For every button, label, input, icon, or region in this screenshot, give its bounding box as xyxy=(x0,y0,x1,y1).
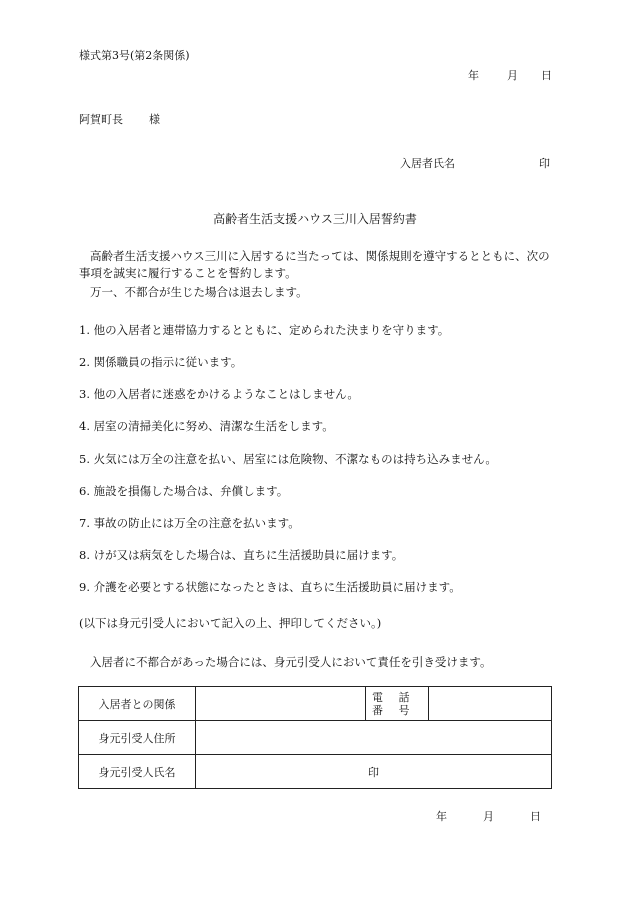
phone-label: 電 話 番 号 xyxy=(366,687,429,721)
list-item: 8. けが又は病気をした場合は、直ちに生活援助員に届けます。 xyxy=(79,548,404,562)
year-label: 年 xyxy=(468,69,479,82)
list-item: 3. 他の入居者に迷惑をかけるようなことはしません。 xyxy=(79,387,359,401)
guarantor-table xyxy=(78,686,552,789)
seal-mark: 印 xyxy=(368,765,379,779)
month-label: 月 xyxy=(483,810,494,823)
list-item: 2. 関係職員の指示に従います。 xyxy=(79,355,243,369)
day-label: 日 xyxy=(530,810,541,823)
form-number: 様式第3号(第2条関係) xyxy=(79,49,190,62)
guarantor-note: (以下は身元引受人において記入の上、押印してください。) xyxy=(79,616,382,630)
list-item: 6. 施設を損傷した場合は、弁償します。 xyxy=(79,484,289,498)
list-item: 9. 介護を必要とする状態になったときは、直ちに生活援助員に届けます。 xyxy=(79,580,461,594)
guarantor-statement: 入居者に不都合があった場合には、身元引受人において責任を引き受けます。 xyxy=(90,655,492,669)
guarantor-name-label: 身元引受人氏名 xyxy=(79,755,196,789)
relation-field[interactable] xyxy=(196,687,366,721)
addressee-name: 阿賀町長 xyxy=(79,113,123,126)
intro-paragraph: 高齢者生活支援ハウス三川に入居するに当たっては、関係規則を遵守するとともに、次の事項を誠実に履行することを誓約します。 xyxy=(79,249,550,280)
seal-mark: 印 xyxy=(539,157,550,170)
list-item: 7. 事故の防止には万全の注意を払います。 xyxy=(79,516,300,530)
document-title: 高齢者生活支援ハウス三川入居誓約書 xyxy=(213,212,417,226)
guarantor-name-field[interactable] xyxy=(196,755,552,789)
intro-paragraph-2: 万一、不都合が生じた場合は退去します。 xyxy=(90,285,308,299)
relation-label: 入居者との関係 xyxy=(79,687,196,721)
year-label: 年 xyxy=(436,810,447,823)
resident-name-label: 入居者氏名 xyxy=(400,157,455,170)
addressee-honorific: 様 xyxy=(149,113,160,126)
list-item: 4. 居室の清掃美化に努め、清潔な生活をします。 xyxy=(79,419,334,433)
phone-field[interactable] xyxy=(429,687,552,721)
address-field[interactable] xyxy=(196,721,552,755)
month-label: 月 xyxy=(507,69,518,82)
list-item: 5. 火気には万全の注意を払い、居室には危険物、不潔なものは持ち込みません。 xyxy=(79,452,497,466)
day-label: 日 xyxy=(541,69,552,82)
address-label: 身元引受人住所 xyxy=(79,721,196,755)
list-item: 1. 他の入居者と連帯協力するとともに、定められた決まりを守ります。 xyxy=(79,323,450,337)
